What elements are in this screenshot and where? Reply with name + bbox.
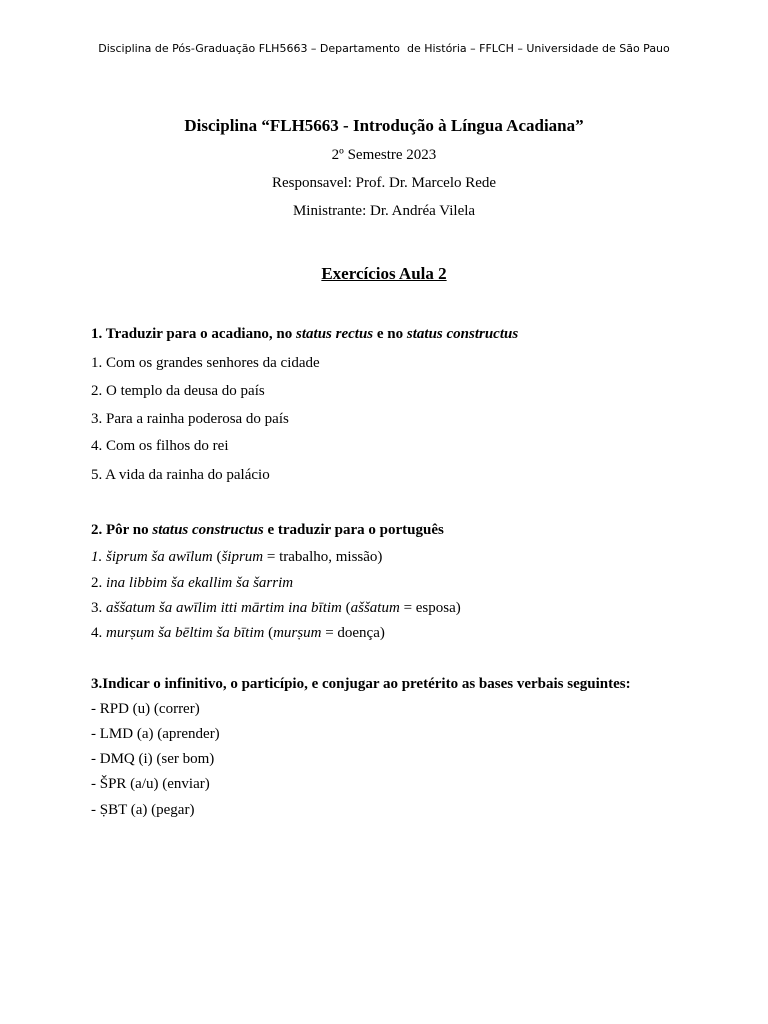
section1-item: 3. Para a rainha poderosa do país: [91, 411, 289, 427]
section3-item: - ṢBT (a) (pegar): [91, 802, 195, 818]
section2-heading: [91, 522, 444, 539]
item-number: 4.: [91, 625, 106, 641]
section1-item: 5. A vida da rainha do palácio: [91, 467, 270, 483]
akkadian-phrase: šiprum ša awīlum: [106, 549, 213, 565]
section1-heading-part: 1. Traduzir para o acadiano, no: [91, 326, 297, 342]
item-number: 1.: [91, 549, 106, 565]
course-semester: 2º Semestre 2023: [331, 147, 437, 163]
section2-heading-italic: status constructus: [152, 522, 264, 538]
section1-heading-italic: status rectus: [296, 326, 374, 342]
section2-heading-part: e traduzir para o português: [263, 522, 444, 538]
akkadian-phrase: aššatum ša awīlim itti mārtim ina bītim: [106, 600, 342, 616]
item-number: 3.: [91, 600, 106, 616]
gloss-open: (: [341, 600, 351, 616]
gloss-text: = esposa): [399, 600, 461, 616]
course-responsible: Responsavel: Prof. Dr. Marcelo Rede: [271, 175, 497, 191]
section2-item: [91, 600, 461, 617]
section1-item: 2. O templo da deusa do país: [91, 383, 265, 399]
section2-item: [91, 549, 382, 566]
section3-heading: 3.Indicar o infinitivo, o particípio, e conjugar ao pretérito as bases verbais seguintes:: [91, 676, 631, 692]
section1-heading-italic: status constructus: [406, 326, 519, 342]
page-header: Disciplina de Pós-Graduação FLH5663 – Departamento de História – FFLCH – Universidade de São Pauo: [98, 42, 670, 55]
gloss-open: (: [264, 625, 274, 641]
section2-heading-part: 2. Pôr no: [91, 522, 153, 538]
exercises-title: Exercícios Aula 2: [321, 264, 447, 283]
section1-item: 4. Com os filhos do rei: [91, 438, 229, 454]
section2-item: [91, 625, 385, 642]
section3-item: - ŠPR (a/u) (enviar): [91, 776, 210, 792]
course-title: Disciplina “FLH5663 - Introdução à Língua Acadiana”: [184, 116, 584, 135]
gloss-open: (: [212, 549, 222, 565]
gloss-word: murṣum: [273, 625, 322, 641]
section1-heading-part: e no: [373, 326, 407, 342]
akkadian-phrase: murṣum ša bēltim ša bītim: [106, 625, 265, 641]
gloss-text: = trabalho, missão): [263, 549, 383, 565]
gloss-word: šiprum: [221, 549, 264, 565]
course-instructor: Ministrante: Dr. Andréa Vilela: [292, 203, 476, 219]
item-number: 2.: [91, 575, 106, 591]
akkadian-phrase: ina libbim ša ekallim ša šarrim: [106, 575, 294, 591]
gloss-text: = doença): [321, 625, 385, 641]
section3-item: - DMQ (i) (ser bom): [91, 751, 215, 767]
section3-item: - LMD (a) (aprender): [91, 726, 220, 742]
section2-item: [91, 575, 293, 592]
section3-item: - RPD (u) (correr): [91, 701, 200, 717]
section1-heading: [91, 326, 518, 343]
gloss-word: aššatum: [350, 600, 400, 616]
section1-item: 1. Com os grandes senhores da cidade: [91, 355, 320, 371]
